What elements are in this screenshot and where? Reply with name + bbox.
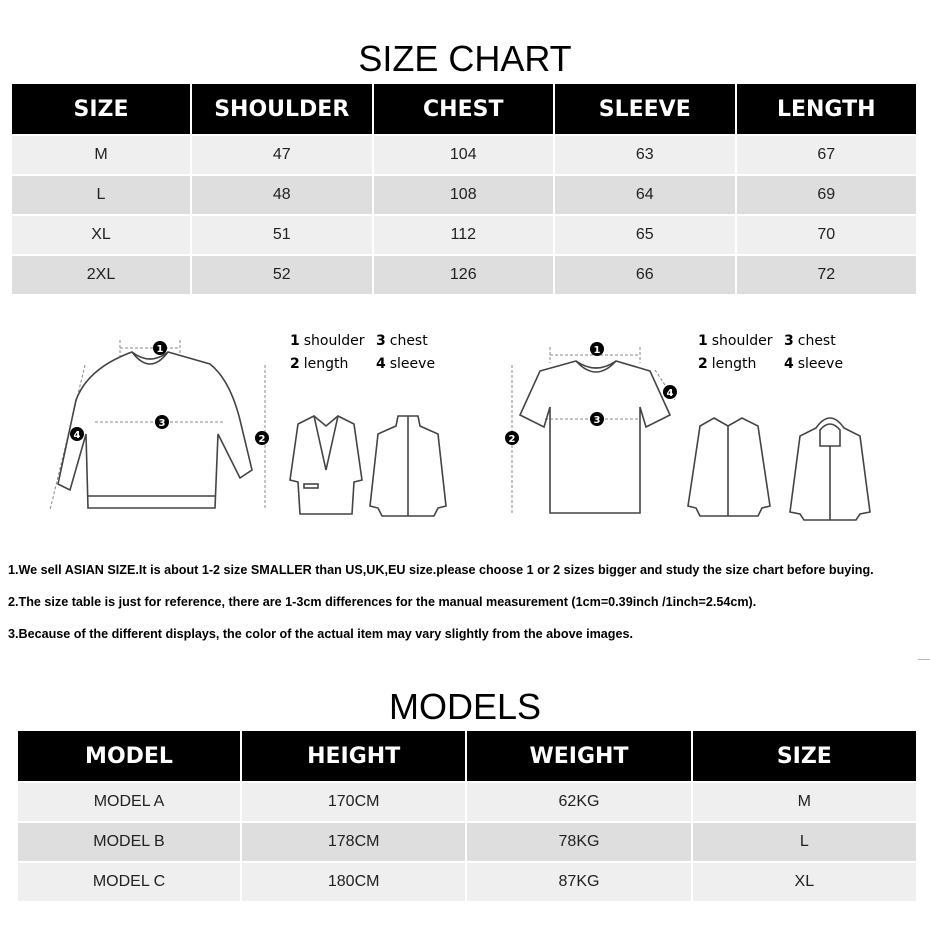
legend-label: chest	[389, 333, 428, 349]
blazer-icon	[286, 410, 366, 520]
size-chart-header-row	[12, 84, 916, 134]
column-header: MODEL	[18, 731, 240, 781]
table-row	[12, 256, 916, 294]
table-row	[12, 216, 916, 254]
models-table	[16, 729, 918, 903]
table-row	[12, 176, 916, 214]
table-cell: 180CM	[242, 863, 465, 901]
svg-text:3: 3	[158, 418, 166, 429]
legend-number: 3	[376, 333, 386, 349]
table-cell: MODEL B	[18, 823, 240, 861]
legend-label: shoulder	[303, 333, 365, 349]
table-row	[18, 823, 916, 861]
table-cell: 2XL	[12, 256, 190, 294]
legend-number: 3	[784, 333, 794, 349]
svg-text:2: 2	[258, 434, 266, 445]
hoodie-icon	[788, 408, 873, 523]
svg-text:2: 2	[508, 434, 516, 445]
column-header: SIZE	[12, 84, 190, 134]
legend-number: 1	[290, 333, 300, 349]
svg-text:1: 1	[156, 344, 164, 355]
legend-label: length	[303, 356, 349, 372]
legend-number: 2	[698, 356, 708, 372]
table-cell: 47	[192, 136, 372, 174]
table-cell: L	[12, 176, 190, 214]
table-cell: XL	[693, 863, 916, 901]
column-header: HEIGHT	[242, 731, 465, 781]
svg-text:1: 1	[593, 345, 601, 356]
svg-text:3: 3	[593, 415, 601, 426]
table-row	[18, 863, 916, 901]
table-cell: 178CM	[242, 823, 465, 861]
table-cell: L	[693, 823, 916, 861]
table-cell: 104	[374, 136, 554, 174]
legend-number: 1	[698, 333, 708, 349]
size-chart-title: SIZE CHART	[358, 38, 572, 79]
measurement-note: 2.The size table is just for reference, there are 1-3cm differences for the manual measurement (1cm=0.39inch /1inch=2.54cm).	[8, 595, 757, 609]
legend-number: 4	[376, 356, 386, 372]
column-header: WEIGHT	[467, 731, 690, 781]
size-chart-table	[10, 82, 918, 296]
table-row	[18, 783, 916, 821]
legend-label: sleeve	[797, 356, 844, 372]
table-cell: 67	[737, 136, 917, 174]
models-header-row	[18, 731, 916, 781]
legend-label: length	[711, 356, 757, 372]
table-cell: M	[693, 783, 916, 821]
legend-number: 4	[784, 356, 794, 372]
table-cell: 78KG	[467, 823, 690, 861]
table-cell: 69	[737, 176, 917, 214]
column-header: LENGTH	[737, 84, 917, 134]
table-cell: 87KG	[467, 863, 690, 901]
table-cell: M	[12, 136, 190, 174]
table-cell: XL	[12, 216, 190, 254]
size-note: 1.We sell ASIAN SIZE.It is about 1-2 size SMALLER than US,UK,EU size.please choose 1 or 2 sizes bigger and study the size chart before buying.	[8, 563, 874, 577]
table-cell: 126	[374, 256, 554, 294]
table-row	[12, 136, 916, 174]
column-header: SIZE	[693, 731, 916, 781]
column-header: SHOULDER	[192, 84, 372, 134]
table-cell: 170CM	[242, 783, 465, 821]
measurement-legend	[290, 330, 435, 376]
table-cell: 70	[737, 216, 917, 254]
column-header: CHEST	[374, 84, 554, 134]
svg-text:4: 4	[73, 430, 81, 441]
legend-label: sleeve	[389, 356, 436, 372]
table-cell: 112	[374, 216, 554, 254]
divider	[918, 659, 930, 660]
table-cell: 52	[192, 256, 372, 294]
table-cell: 48	[192, 176, 372, 214]
models-title: MODELS	[388, 686, 542, 727]
table-cell: 64	[555, 176, 735, 214]
tshirt-measurement-diagram	[500, 335, 690, 525]
table-cell: 63	[555, 136, 735, 174]
table-cell: MODEL C	[18, 863, 240, 901]
color-note: 3.Because of the different displays, the color of the actual item may vary slightly from the above images.	[8, 627, 633, 641]
column-header: SLEEVE	[555, 84, 735, 134]
table-cell: 65	[555, 216, 735, 254]
table-cell: MODEL A	[18, 783, 240, 821]
sweatshirt-measurement-diagram	[40, 330, 280, 525]
jacket-icon	[368, 412, 448, 522]
table-cell: 66	[555, 256, 735, 294]
svg-text:4: 4	[666, 388, 674, 399]
measurement-legend	[698, 330, 843, 376]
table-cell: 108	[374, 176, 554, 214]
table-cell: 51	[192, 216, 372, 254]
legend-number: 2	[290, 356, 300, 372]
legend-label: shoulder	[711, 333, 773, 349]
shirt-icon	[684, 412, 774, 522]
table-cell: 72	[737, 256, 917, 294]
table-cell: 62KG	[467, 783, 690, 821]
legend-label: chest	[797, 333, 836, 349]
